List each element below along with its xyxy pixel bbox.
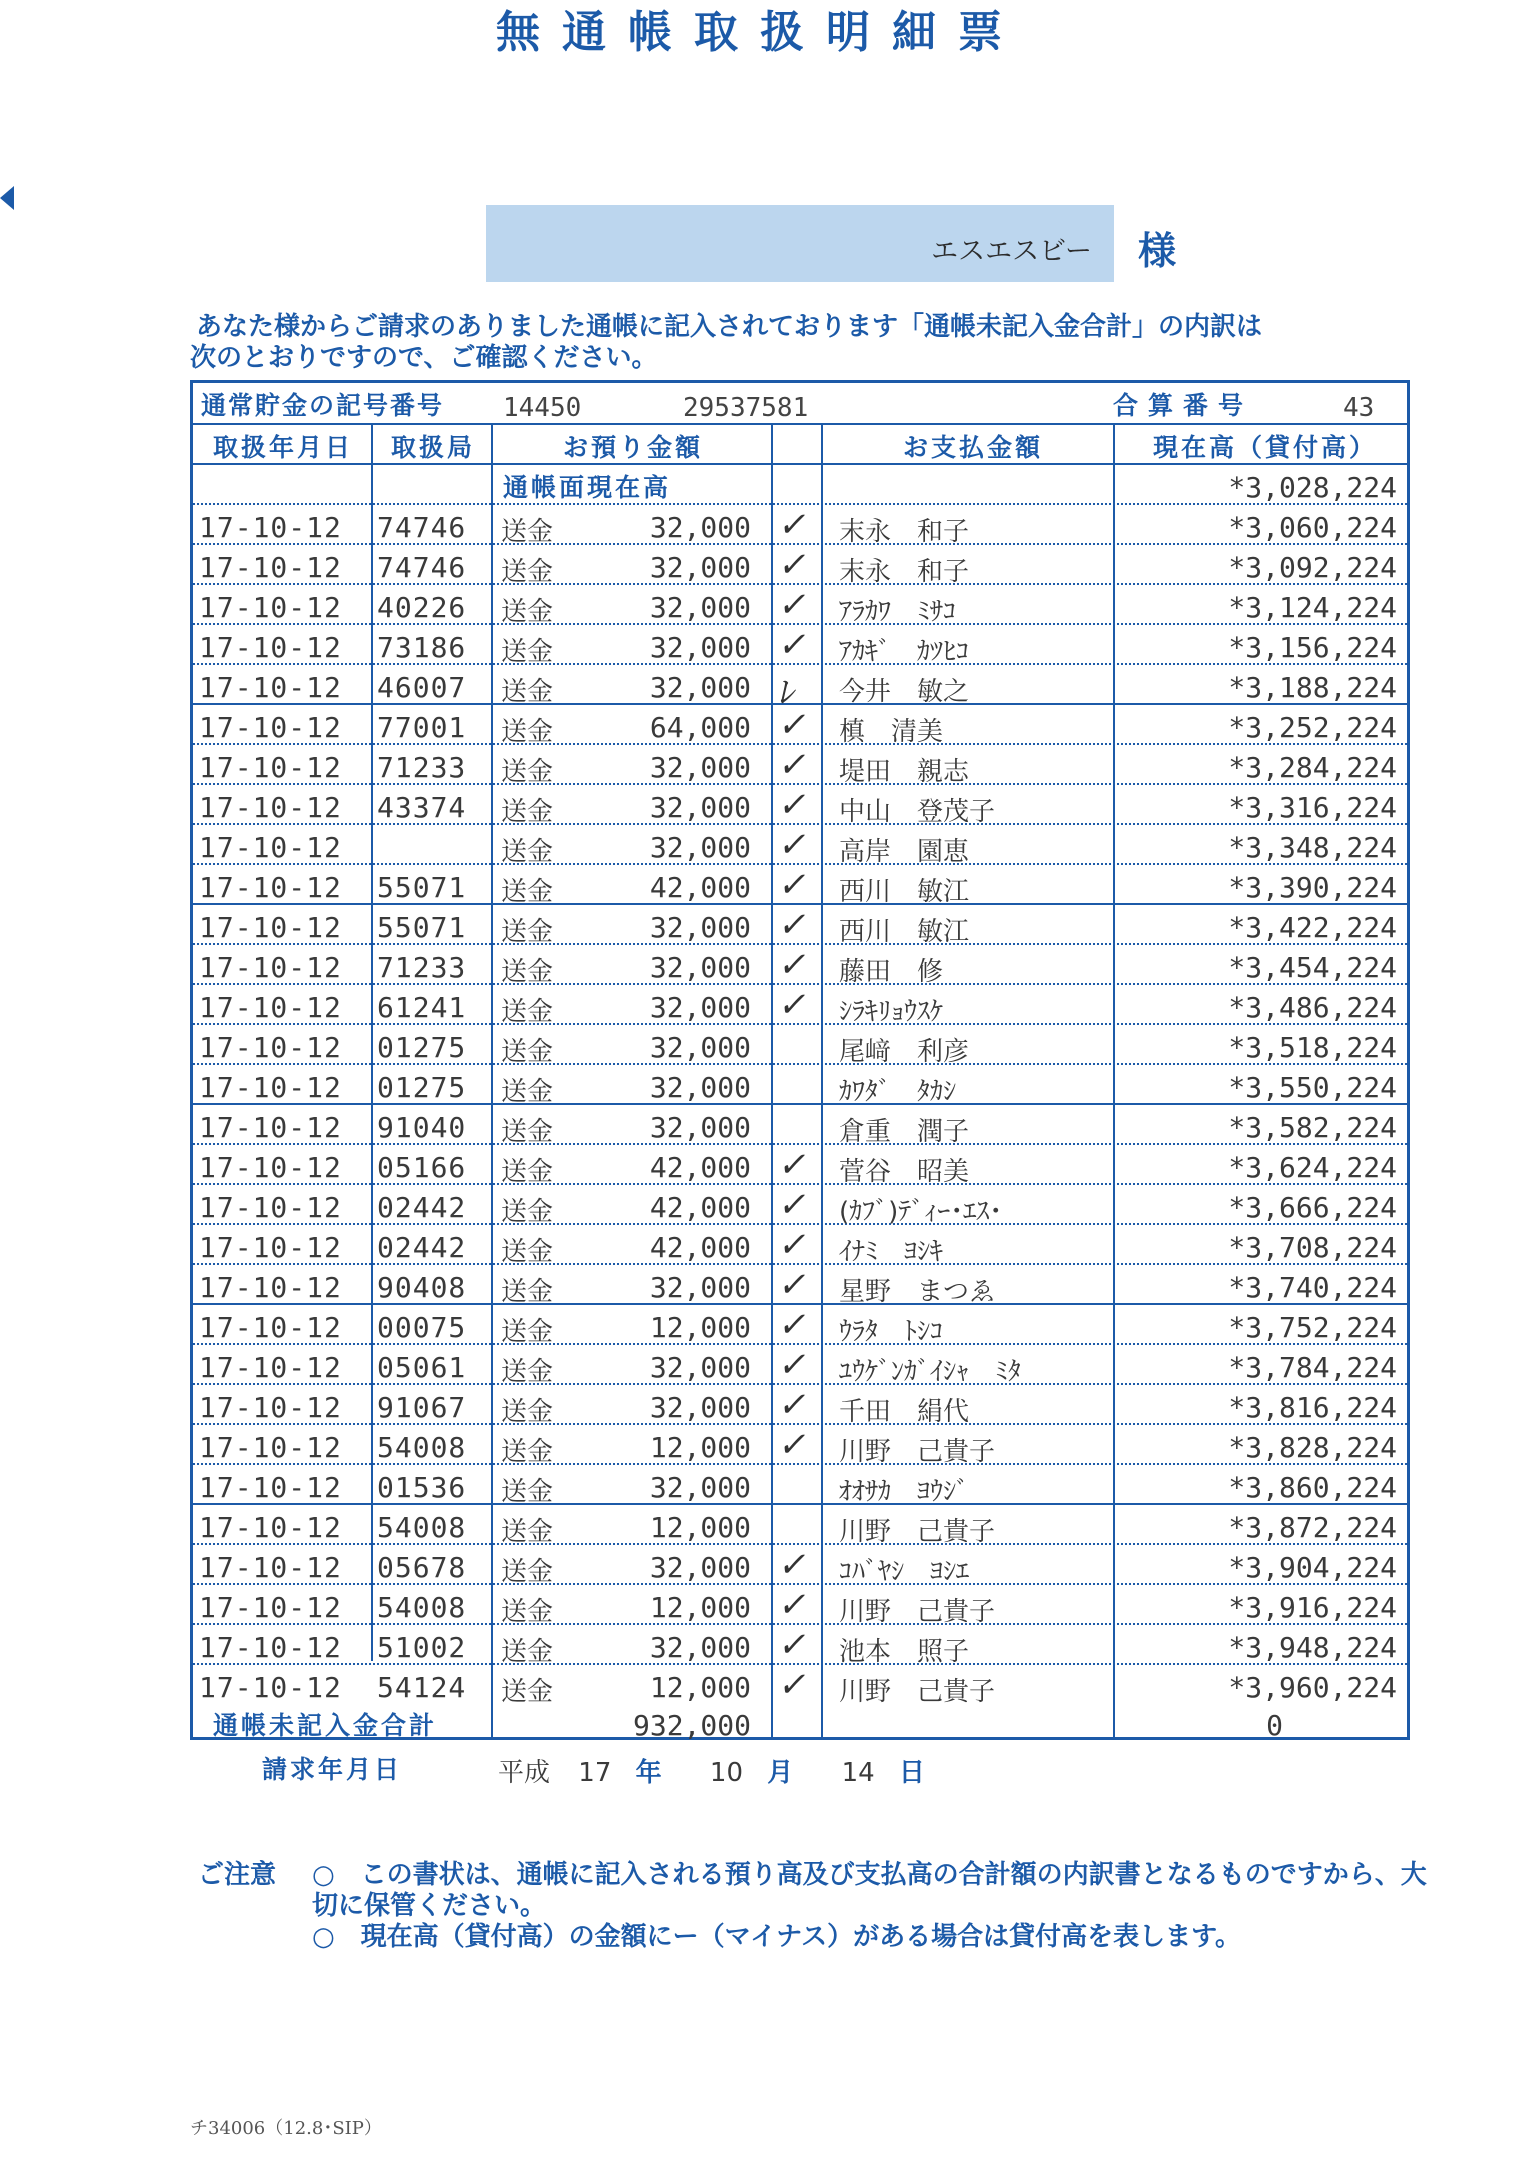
transaction-payee: ﾕｳｹﾞﾝｶﾞｲｼｬ ﾐﾀ	[839, 1357, 1022, 1387]
transaction-row	[193, 905, 1407, 945]
transaction-date: 17-10-12	[199, 1351, 342, 1384]
transaction-office: 55071	[377, 911, 467, 944]
transaction-row	[193, 1265, 1407, 1305]
checkmark: ✓	[775, 1185, 813, 1225]
transaction-row	[193, 1425, 1407, 1465]
transaction-type: 送金	[501, 557, 554, 587]
transaction-type: 送金	[501, 757, 554, 787]
transaction-balance: *3,422,224	[1228, 911, 1397, 944]
transaction-type: 送金	[501, 1397, 554, 1427]
checkmark: ✓	[775, 825, 813, 865]
transaction-amount: 12,000	[649, 1591, 751, 1624]
transaction-office: 05166	[377, 1151, 467, 1184]
transaction-office: 54008	[377, 1591, 467, 1624]
transaction-payee: ｱﾗｶﾜ ﾐｻｺ	[839, 597, 957, 627]
intro-line-2: 次のとおりですので、ご確認ください。	[190, 343, 658, 373]
transaction-date: 17-10-12	[199, 1391, 342, 1424]
transaction-amount: 32,000	[649, 1631, 751, 1664]
checkmark: ✓	[775, 985, 813, 1025]
transaction-date: 17-10-12	[199, 1271, 342, 1304]
transaction-payee: (ｶﾌﾞ)ﾃﾞｨｰ･ｴｽ･	[839, 1197, 1003, 1227]
totals-deposit: 932,000	[632, 1709, 751, 1742]
transaction-row	[193, 1545, 1407, 1585]
left-arrow-marker-icon	[0, 186, 14, 210]
transaction-date: 17-10-12	[199, 1031, 342, 1064]
transaction-type: 送金	[501, 997, 554, 1027]
transaction-balance: *3,784,224	[1228, 1351, 1397, 1384]
transaction-balance: *3,486,224	[1228, 991, 1397, 1024]
transaction-type: 送金	[501, 717, 554, 747]
transaction-balance: *3,188,224	[1228, 671, 1397, 704]
transaction-row	[193, 825, 1407, 865]
transaction-payee: 今井 敏之	[839, 677, 970, 707]
checkmark: ✓	[775, 1665, 813, 1705]
checkmark: ✓	[775, 905, 813, 945]
transaction-date: 17-10-12	[199, 1631, 342, 1664]
transaction-office: 74746	[377, 551, 467, 584]
transaction-type: 送金	[501, 1557, 554, 1587]
transaction-date: 17-10-12	[199, 1231, 342, 1264]
transaction-office: 55071	[377, 871, 467, 904]
transaction-payee: 川野 己貴子	[839, 1517, 996, 1547]
transaction-amount: 32,000	[649, 631, 751, 664]
transaction-type: 送金	[501, 1477, 554, 1507]
transaction-date: 17-10-12	[199, 1431, 342, 1464]
totals-row	[193, 1704, 1407, 1740]
transaction-date: 17-10-12	[199, 911, 342, 944]
transaction-amount: 32,000	[649, 671, 751, 704]
request-date-day-unit: 日	[898, 1758, 925, 1788]
sum-number-label: 合算番号	[1113, 391, 1254, 420]
transaction-balance: *3,582,224	[1228, 1111, 1397, 1144]
transaction-row	[193, 1025, 1407, 1065]
transaction-balance: *3,454,224	[1228, 951, 1397, 984]
checkmark: ✓	[775, 785, 813, 825]
transaction-balance: *3,752,224	[1228, 1311, 1397, 1344]
transaction-date: 17-10-12	[199, 1111, 342, 1144]
transaction-office: 91067	[377, 1391, 467, 1424]
transaction-row	[193, 985, 1407, 1025]
transaction-type: 送金	[501, 1277, 554, 1307]
transaction-office: 00075	[377, 1311, 467, 1344]
transaction-payee: 西川 敏江	[839, 917, 970, 947]
checkmark: ✓	[775, 1305, 813, 1345]
intro-line-1: あなた様からご請求のありました通帳に記入されております「通帳未記入金合計」の内訳は	[196, 312, 1263, 342]
transaction-office: 54008	[377, 1431, 467, 1464]
transaction-amount: 32,000	[649, 1071, 751, 1104]
transaction-type: 送金	[501, 1597, 554, 1627]
transaction-payee: 西川 敏江	[839, 877, 970, 907]
column-header-office: 取扱局	[390, 433, 475, 462]
transaction-balance: *3,550,224	[1228, 1071, 1397, 1104]
transaction-payee: 星野 まつゑ	[839, 1277, 996, 1307]
transaction-payee: 藤田 修	[839, 957, 944, 987]
checkmark: ✓	[775, 1425, 813, 1465]
customer-honorific: 様	[1138, 229, 1177, 273]
transaction-type: 送金	[501, 677, 554, 707]
transaction-amount: 42,000	[649, 1191, 751, 1224]
totals-payment: 0	[1266, 1709, 1283, 1742]
transaction-payee: 槙 清美	[839, 717, 944, 747]
transaction-office: 01536	[377, 1471, 467, 1504]
transaction-type: 送金	[501, 917, 554, 947]
transaction-payee: 千田 絹代	[839, 1397, 970, 1427]
transaction-type: 送金	[501, 837, 554, 867]
transaction-type: 送金	[501, 637, 554, 667]
transaction-office: 54124	[377, 1671, 467, 1704]
request-date-year: 17	[578, 1758, 612, 1788]
transaction-balance: *3,124,224	[1228, 591, 1397, 624]
document-title: 無通帳取扱明細票	[496, 7, 1024, 58]
transaction-date: 17-10-12	[199, 631, 342, 664]
transaction-row	[193, 1225, 1407, 1265]
transaction-payee: 菅谷 昭美	[839, 1157, 970, 1187]
transaction-payee: 高岸 園恵	[839, 837, 970, 867]
transaction-payee: 末永 和子	[839, 517, 970, 547]
transaction-payee: 倉重 潤子	[839, 1117, 970, 1147]
transaction-balance: *3,860,224	[1228, 1471, 1397, 1504]
checkmark: ✓	[775, 585, 813, 625]
transaction-payee: 尾﨑 利彦	[839, 1037, 970, 1067]
transaction-row	[193, 1065, 1407, 1105]
transaction-date: 17-10-12	[199, 1311, 342, 1344]
transaction-row	[193, 945, 1407, 985]
transaction-amount: 32,000	[649, 791, 751, 824]
transaction-type: 送金	[501, 1237, 554, 1267]
notice-label: ご注意	[198, 1860, 277, 1890]
transaction-type: 送金	[501, 1157, 554, 1187]
column-header-row	[193, 425, 1407, 465]
checkmark: ✓	[775, 625, 813, 665]
checkmark: ✓	[775, 1545, 813, 1585]
transaction-balance: *3,960,224	[1228, 1671, 1397, 1704]
transaction-office: 05061	[377, 1351, 467, 1384]
transaction-amount: 32,000	[649, 991, 751, 1024]
transaction-office: 71233	[377, 751, 467, 784]
transaction-balance: *3,060,224	[1228, 511, 1397, 544]
notice-item-1: ○ この書状は、通帳に記入される預り高及び支払高の合計額の内訳書となるものですから、大切に保管ください。	[312, 1860, 1427, 1921]
transaction-type: 送金	[501, 797, 554, 827]
transaction-date: 17-10-12	[199, 991, 342, 1024]
transaction-row	[193, 1145, 1407, 1185]
transaction-amount: 32,000	[649, 551, 751, 584]
column-header-balance: 現在高（貸付高）	[1152, 433, 1377, 462]
transaction-balance: *3,092,224	[1228, 551, 1397, 584]
checkmark: ✓	[775, 1585, 813, 1625]
transaction-office: 71233	[377, 951, 467, 984]
transaction-date: 17-10-12	[199, 1151, 342, 1184]
transaction-amount: 32,000	[649, 1351, 751, 1384]
column-header-deposit: お預り金額	[562, 433, 703, 462]
opening-balance-label: 通帳面現在高	[503, 473, 672, 502]
request-date	[498, 1752, 925, 1789]
transaction-payee: 川野 己貴子	[839, 1437, 996, 1467]
transaction-date: 17-10-12	[199, 791, 342, 824]
transaction-row	[193, 1385, 1407, 1425]
checkmark: ✓	[775, 1625, 813, 1665]
transaction-balance: *3,872,224	[1228, 1511, 1397, 1544]
transaction-row	[193, 1105, 1407, 1145]
transaction-amount: 32,000	[649, 911, 751, 944]
transaction-row	[193, 625, 1407, 665]
transaction-amount: 42,000	[649, 1151, 751, 1184]
transaction-balance: *3,252,224	[1228, 711, 1397, 744]
transaction-date: 17-10-12	[199, 1671, 342, 1704]
transaction-row	[193, 1625, 1407, 1665]
transaction-payee: ｼﾗｷﾘｮｳｽｹ	[839, 997, 944, 1027]
transaction-office: 91040	[377, 1111, 467, 1144]
column-header-payment: お支払金額	[902, 433, 1043, 462]
transaction-balance: *3,904,224	[1228, 1551, 1397, 1584]
transaction-balance: *3,316,224	[1228, 791, 1397, 824]
checkmark: ✓	[775, 745, 813, 785]
customer-name-box	[486, 205, 1114, 282]
transaction-amount: 32,000	[649, 511, 751, 544]
transaction-amount: 32,000	[649, 1391, 751, 1424]
transaction-row	[193, 665, 1407, 713]
request-date-era: 平成	[498, 1758, 551, 1788]
transaction-date: 17-10-12	[199, 1471, 342, 1504]
transaction-balance: *3,156,224	[1228, 631, 1397, 664]
transaction-type: 送金	[501, 597, 554, 627]
transaction-row	[193, 1665, 1407, 1705]
transaction-amount: 12,000	[649, 1311, 751, 1344]
column-header-date: 取扱年月日	[212, 433, 353, 462]
transaction-date: 17-10-12	[199, 1551, 342, 1584]
transaction-date: 17-10-12	[199, 671, 342, 704]
transaction-payee: ｳﾗﾀ ﾄｼｺ	[839, 1317, 944, 1347]
transaction-type: 送金	[501, 1637, 554, 1667]
form-code: チ34006（12.8･SIP）	[190, 2118, 382, 2139]
transaction-amount: 32,000	[649, 1031, 751, 1064]
transaction-balance: *3,284,224	[1228, 751, 1397, 784]
checkmark: ✓	[775, 705, 813, 745]
transaction-table	[190, 380, 1410, 1740]
request-date-month: 10	[709, 1758, 744, 1788]
transaction-date: 17-10-12	[199, 1591, 342, 1624]
transaction-payee: 川野 己貴子	[839, 1597, 996, 1627]
transaction-row	[193, 1465, 1407, 1505]
transaction-balance: *3,708,224	[1228, 1231, 1397, 1264]
transaction-office: 01275	[377, 1071, 467, 1104]
transaction-amount: 32,000	[649, 1551, 751, 1584]
transaction-date: 17-10-12	[199, 1071, 342, 1104]
transaction-office: 02442	[377, 1231, 467, 1264]
transaction-type: 送金	[501, 517, 554, 547]
transaction-row	[193, 785, 1407, 825]
transaction-balance: *3,348,224	[1228, 831, 1397, 864]
transaction-row	[193, 1345, 1407, 1385]
sum-number: 43	[1343, 393, 1375, 423]
transaction-payee: 川野 己貴子	[839, 1677, 996, 1707]
transaction-date: 17-10-12	[199, 871, 342, 904]
transaction-balance: *3,666,224	[1228, 1191, 1397, 1224]
request-date-day: 14	[841, 1758, 875, 1788]
transaction-row	[193, 545, 1407, 585]
transaction-office: 73186	[377, 631, 467, 664]
transaction-amount: 32,000	[649, 1271, 751, 1304]
transaction-amount: 12,000	[649, 1431, 751, 1464]
transaction-row	[193, 1505, 1407, 1545]
transaction-date: 17-10-12	[199, 1511, 342, 1544]
transaction-office: 02442	[377, 1191, 467, 1224]
transaction-date: 17-10-12	[199, 511, 342, 544]
transaction-payee: ｱｶｷﾞ ｶﾂﾋｺ	[839, 637, 970, 667]
intro-text	[190, 312, 1426, 374]
checkmark: ✓	[775, 1345, 813, 1385]
account-label: 通常貯金の記号番号	[201, 391, 445, 420]
account-symbol: 14450	[503, 393, 582, 423]
transaction-type: 送金	[501, 1357, 554, 1387]
transaction-type: 送金	[501, 1077, 554, 1107]
transaction-date: 17-10-12	[199, 591, 342, 624]
transaction-payee: ｲﾅﾐ ﾖｼｷ	[839, 1237, 944, 1267]
transaction-date: 17-10-12	[199, 751, 342, 784]
checkmark: ✓	[775, 1265, 813, 1305]
customer-name: エスエスビー	[931, 236, 1092, 267]
transaction-balance: *3,916,224	[1228, 1591, 1397, 1624]
transaction-amount: 12,000	[649, 1511, 751, 1544]
notice-item-2: ○ 現在高（貸付高）の金額にー（マイナス）がある場合は貸付高を表します。	[312, 1922, 1242, 1952]
transaction-amount: 32,000	[649, 591, 751, 624]
request-date-label: 請求年月日	[262, 1755, 403, 1784]
transaction-office: 01275	[377, 1031, 467, 1064]
transaction-payee: 池本 照子	[839, 1637, 970, 1667]
transaction-date: 17-10-12	[199, 951, 342, 984]
transaction-amount: 12,000	[649, 1671, 751, 1704]
transaction-row	[193, 1305, 1407, 1345]
transaction-type: 送金	[501, 1437, 554, 1467]
transaction-amount: 32,000	[649, 1111, 751, 1144]
checkmark: ✓	[775, 545, 813, 585]
transaction-amount: 32,000	[649, 1471, 751, 1504]
transaction-amount: 42,000	[649, 1231, 751, 1264]
transaction-amount: 32,000	[649, 831, 751, 864]
request-date-month-unit: 月	[767, 1758, 794, 1788]
opening-balance-row	[193, 465, 1407, 505]
transaction-office: 40226	[377, 591, 467, 624]
transaction-type: 送金	[501, 1677, 554, 1707]
transaction-row	[193, 865, 1407, 905]
transaction-row	[193, 1185, 1407, 1225]
transaction-office: 51002	[377, 1631, 467, 1664]
transaction-type: 送金	[501, 1517, 554, 1547]
transaction-payee: 堤田 親志	[839, 757, 970, 787]
transaction-type: 送金	[501, 1117, 554, 1147]
transaction-amount: 32,000	[649, 751, 751, 784]
request-date-year-unit: 年	[635, 1758, 662, 1788]
transaction-amount: 42,000	[649, 871, 751, 904]
transaction-office: 43374	[377, 791, 467, 824]
transaction-type: 送金	[501, 1037, 554, 1067]
transaction-payee: 中山 登茂子	[839, 797, 996, 827]
transaction-row	[193, 585, 1407, 625]
checkmark: ✓	[775, 945, 813, 985]
transaction-date: 17-10-12	[199, 831, 342, 864]
transaction-date: 17-10-12	[199, 1191, 342, 1224]
transaction-office: 61241	[377, 991, 467, 1024]
transaction-type: 送金	[501, 877, 554, 907]
account-header	[193, 383, 1407, 425]
transaction-balance: *3,816,224	[1228, 1391, 1397, 1424]
transaction-row	[193, 705, 1407, 745]
transaction-amount: 64,000	[649, 711, 751, 744]
transaction-balance: *3,740,224	[1228, 1271, 1397, 1304]
transaction-payee: ｶﾜﾀﾞ ﾀｶｼ	[839, 1077, 957, 1107]
transaction-type: 送金	[501, 1317, 554, 1347]
transaction-date: 17-10-12	[199, 711, 342, 744]
transaction-office: 54008	[377, 1511, 467, 1544]
transaction-payee: 末永 和子	[839, 557, 970, 587]
transaction-row	[193, 1585, 1407, 1625]
transaction-balance: *3,518,224	[1228, 1031, 1397, 1064]
transaction-balance: *3,390,224	[1228, 871, 1397, 904]
transaction-row	[193, 505, 1407, 545]
transaction-balance: *3,624,224	[1228, 1151, 1397, 1184]
transaction-amount: 32,000	[649, 951, 751, 984]
transaction-type: 送金	[501, 1197, 554, 1227]
checkmark: ✓	[775, 1145, 813, 1185]
transaction-payee: ｵｵｻｶ ﾖｳｼﾞ	[839, 1477, 970, 1507]
opening-balance: *3,028,224	[1228, 471, 1397, 504]
transaction-type: 送金	[501, 957, 554, 987]
transaction-payee: ｺﾊﾞﾔｼ ﾖｼｴ	[839, 1557, 970, 1587]
transaction-office: 46007	[377, 671, 467, 704]
checkmark: ✓	[775, 505, 813, 545]
transaction-office: 77001	[377, 711, 467, 744]
checkmark: ✓	[775, 1225, 813, 1265]
transaction-balance: *3,828,224	[1228, 1431, 1397, 1464]
transaction-office: 74746	[377, 511, 467, 544]
transaction-row	[193, 745, 1407, 785]
checkmark: ✓	[775, 1385, 813, 1425]
checkmark: ✓	[775, 865, 813, 905]
transaction-office: 05678	[377, 1551, 467, 1584]
checkmark: ﾚ	[775, 673, 801, 713]
transaction-date: 17-10-12	[199, 551, 342, 584]
transaction-balance: *3,948,224	[1228, 1631, 1397, 1664]
account-number: 29537581	[683, 393, 809, 423]
totals-label: 通帳未記入金合計	[213, 1711, 438, 1740]
transaction-office: 90408	[377, 1271, 467, 1304]
